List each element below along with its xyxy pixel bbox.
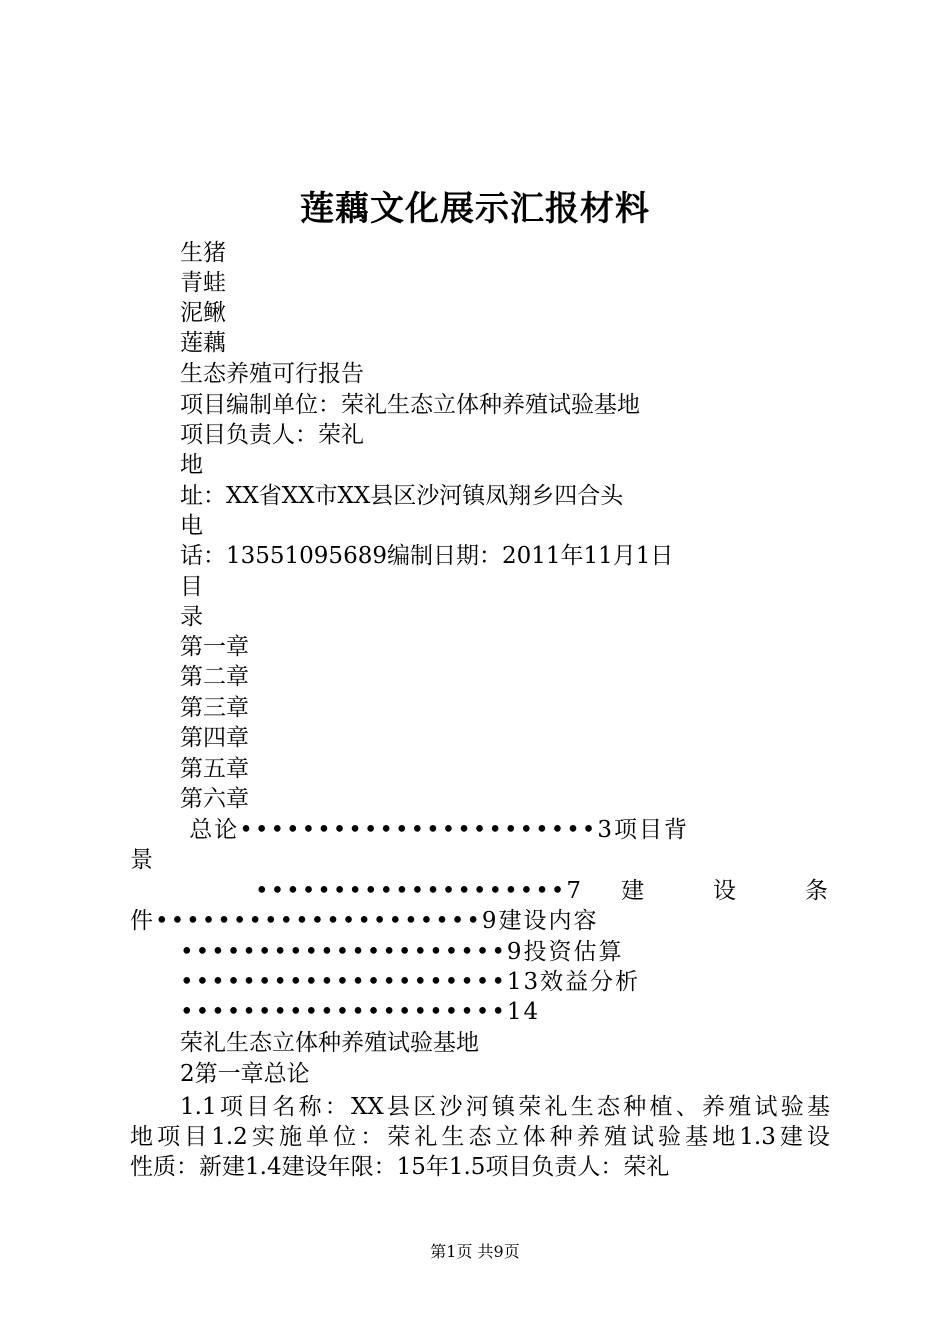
- text-line: 泥鳅: [180, 300, 226, 326]
- toc-chapter: 第五章: [180, 756, 249, 782]
- toc-entry: ••••••••••••••••••••7 建 设 条: [255, 878, 830, 904]
- text-line: 目: [180, 574, 203, 600]
- document-title: 莲藕文化展示汇报材料: [300, 189, 650, 229]
- section-heading: 2第一章总论: [180, 1061, 310, 1087]
- paragraph-line: 地项目1.2实施单位：荣礼生态立体种养殖试验基地1.3建设: [130, 1124, 830, 1150]
- toc-chapter: 第一章: [180, 634, 249, 660]
- toc-entry: •••••••••••••••••••••14: [180, 999, 541, 1025]
- toc-entry: 总论•••••••••••••••••••••••3项目背: [180, 817, 689, 843]
- text-line: 项目负责人：荣礼: [180, 422, 364, 448]
- text-line: 莲藕: [180, 330, 226, 356]
- text-line: 项目编制单位：荣礼生态立体种养殖试验基地: [180, 392, 640, 418]
- paragraph-line: 1.1项目名称：XX县区沙河镇荣礼生态种植、养殖试验基: [180, 1094, 830, 1120]
- toc-chapter: 第三章: [180, 695, 249, 721]
- text-line: 青蛙: [180, 270, 226, 296]
- text-line: 址：XX省XX市XX县区沙河镇凤翔乡四合头: [180, 483, 624, 509]
- text-line: 生猪: [180, 240, 226, 266]
- toc-entry: •••••••••••••••••••••9投资估算: [180, 939, 624, 965]
- paragraph-line: 性质：新建1.4建设年限：15年1.5项目负责人：荣礼: [130, 1154, 670, 1180]
- text-line: 话：13551095689编制日期：2011年11月1日: [180, 543, 674, 569]
- toc-chapter: 第二章: [180, 664, 249, 690]
- toc-chapter: 第四章: [180, 725, 249, 751]
- toc-entry: 景: [130, 847, 153, 873]
- text-line: 荣礼生态立体种养殖试验基地: [180, 1030, 479, 1056]
- text-line: 生态养殖可行报告: [180, 361, 364, 387]
- toc-entry: 件•••••••••••••••••••••9建设内容: [130, 908, 599, 934]
- toc-chapter: 第六章: [180, 786, 249, 812]
- text-line: 录: [180, 604, 203, 630]
- toc-entry: •••••••••••••••••••••13效益分析: [180, 969, 641, 995]
- text-line: 地: [180, 452, 203, 478]
- text-line: 电: [180, 513, 203, 539]
- page-footer: 第1页 共9页: [430, 1242, 520, 1261]
